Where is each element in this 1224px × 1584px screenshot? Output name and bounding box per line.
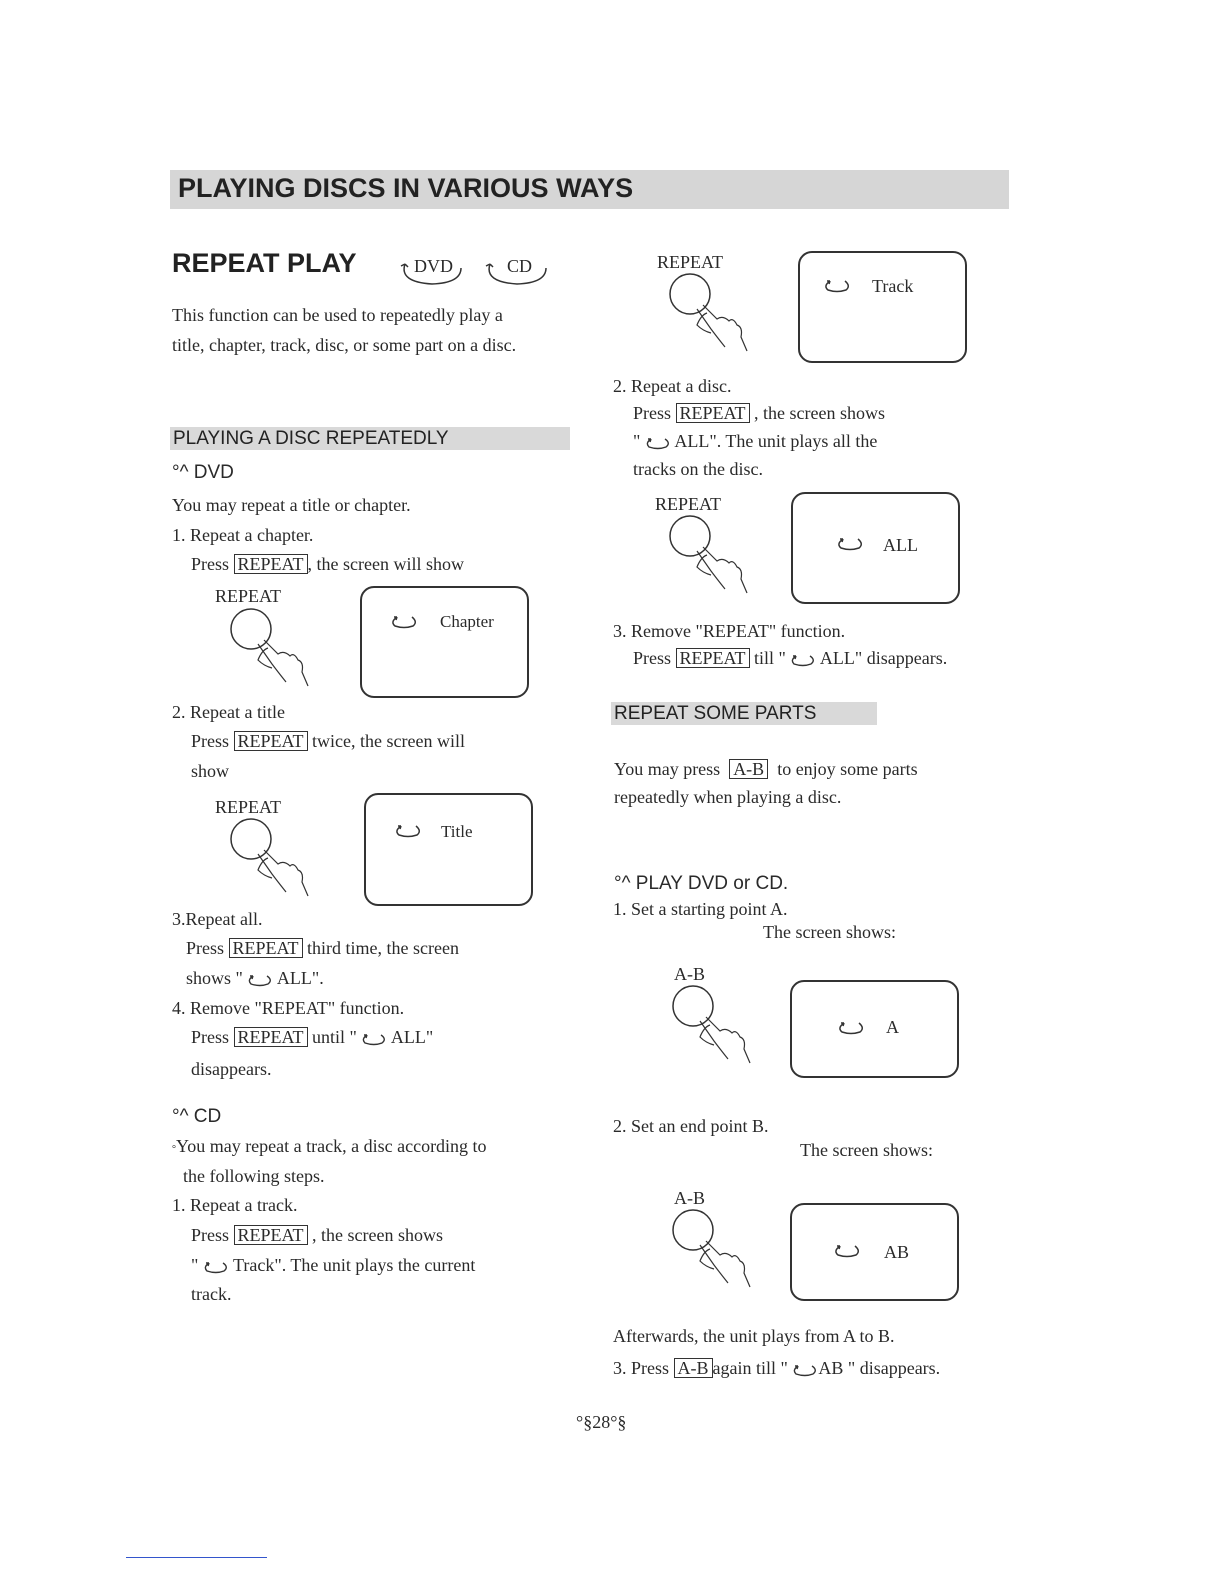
repeat-play-title: REPEAT PLAY	[172, 248, 357, 278]
screen-text: AB	[884, 1242, 910, 1262]
cd-disc-badge	[482, 252, 552, 288]
repeat-icon	[836, 1020, 866, 1036]
intro-mark: °	[172, 1144, 176, 1155]
dvd-step2-line	[191, 730, 465, 752]
repeat-icon	[361, 1032, 387, 1046]
step-text: again till "	[712, 1358, 788, 1378]
header-bar	[170, 170, 1009, 209]
parts-intro-line2: repeatedly when playing a disc.	[614, 787, 842, 807]
cd-step2-line3: tracks on the disc.	[633, 459, 763, 479]
dvd-disc-badge	[397, 252, 467, 288]
remote-button-hand	[228, 816, 318, 900]
remote-label: A-B	[674, 964, 705, 984]
step-text: "	[633, 431, 641, 451]
step-text: until "	[312, 1027, 357, 1047]
dvd-step2-line2: show	[191, 761, 230, 781]
dvd-step3-line2	[186, 967, 324, 989]
parts-step2-title: 2. Set an end point B.	[613, 1116, 769, 1136]
hand-pressing-button-icon	[667, 271, 757, 355]
section-bar-parts	[611, 702, 877, 725]
step-text: ALL".	[276, 968, 324, 988]
dvd-step1-title: 1. Repeat a chapter.	[172, 525, 314, 545]
screen-display-title	[364, 793, 533, 906]
press-text: Press	[633, 648, 672, 668]
parts-intro	[614, 758, 918, 780]
press-text: Press	[186, 938, 225, 958]
hand-pressing-button-icon	[667, 513, 757, 597]
step-text: third time, the screen	[307, 938, 459, 958]
dvd-step4-title: 4. Remove "REPEAT" function.	[172, 998, 405, 1018]
repeat-icon	[792, 1363, 818, 1377]
screen-display-ab	[790, 1203, 959, 1301]
remote-label: REPEAT	[655, 494, 722, 514]
screen-display-all	[791, 492, 960, 604]
parts-heading: °^ PLAY DVD or CD.	[614, 873, 789, 894]
repeat-icon	[203, 1260, 229, 1274]
cd-intro-line2: the following steps.	[183, 1166, 325, 1186]
step-text: ALL". The unit plays all the	[674, 431, 878, 451]
press-text: Press	[191, 1225, 230, 1245]
screen-text: Chapter	[440, 612, 494, 631]
parts-step3-line	[613, 1357, 940, 1379]
parts-step1-title: 1. Set a starting point A.	[613, 899, 788, 919]
repeat-key: REPEAT	[234, 1027, 308, 1047]
repeat-key: REPEAT	[234, 1225, 308, 1245]
cd-step2-line2	[633, 430, 877, 452]
press-text: Press	[633, 403, 672, 423]
remote-label: REPEAT	[215, 797, 282, 817]
link-underline	[126, 1557, 267, 1558]
screen-text: Title	[441, 822, 473, 841]
repeat-icon	[393, 823, 423, 839]
screen-text: ALL	[883, 535, 918, 555]
hand-pressing-button-icon	[228, 606, 318, 690]
section-title: REPEAT SOME PARTS	[614, 703, 817, 724]
step-text: , the screen will show	[307, 554, 464, 574]
repeat-icon	[645, 436, 671, 450]
repeat-key: REPEAT	[676, 403, 750, 423]
hand-pressing-button-icon	[228, 816, 318, 900]
repeat-key: REPEAT	[229, 938, 303, 958]
step-text: , the screen shows	[312, 1225, 443, 1245]
repeat-icon	[389, 614, 419, 630]
parts-screen-shows: The screen shows:	[800, 1140, 933, 1160]
press-text: Press	[191, 1027, 230, 1047]
press-text: Press	[191, 554, 230, 574]
step-text: ALL" disappears.	[819, 648, 948, 668]
step-text: You may press	[614, 759, 721, 779]
dvd-step3-title: 3.Repeat all.	[172, 909, 263, 929]
dvd-step4-line	[191, 1026, 433, 1048]
cd-step2-line	[633, 402, 885, 424]
step-text: You may repeat a track, a disc according to	[176, 1136, 487, 1156]
remote-button-hand	[667, 271, 757, 355]
remote-button-hand	[670, 983, 760, 1067]
remote-label: A-B	[674, 1188, 705, 1208]
dvd-heading: °^ DVD	[172, 462, 234, 483]
parts-screen-shows: The screen shows:	[763, 922, 896, 942]
cd-step3-title: 3. Remove "REPEAT" function.	[613, 621, 846, 641]
repeat-icon	[247, 973, 273, 987]
remote-button-hand	[667, 513, 757, 597]
dvd-step4-line2: disappears.	[191, 1059, 272, 1079]
cd-badge-label: CD	[507, 256, 533, 276]
cd-heading: °^ CD	[172, 1106, 222, 1127]
dvd-step2-title: 2. Repeat a title	[172, 702, 285, 722]
dvd-intro: You may repeat a title or chapter.	[172, 495, 411, 515]
hand-pressing-button-icon	[670, 1207, 760, 1291]
repeat-icon	[835, 536, 865, 552]
repeat-icon	[790, 653, 816, 667]
step-text: , the screen shows	[754, 403, 885, 423]
cd-step1-line	[191, 1224, 443, 1246]
remote-label: REPEAT	[657, 252, 724, 272]
remote-button-hand	[228, 606, 318, 690]
parts-afterwards: Afterwards, the unit plays from A to B.	[613, 1326, 895, 1346]
cd-intro-line	[172, 1135, 487, 1161]
step-text: AB " disappears.	[818, 1358, 941, 1378]
remote-label: REPEAT	[215, 586, 282, 606]
step-text: ALL"	[390, 1027, 434, 1047]
dvd-step1-line	[191, 553, 464, 575]
screen-text: Track	[872, 276, 914, 296]
repeat-key: REPEAT	[234, 731, 308, 751]
step-text: "	[191, 1255, 199, 1275]
repeat-key: REPEAT	[676, 648, 750, 668]
repeat-icon	[822, 278, 852, 294]
screen-display-track	[798, 251, 967, 363]
cd-step1-title: 1. Repeat a track.	[172, 1195, 298, 1215]
page-number: °§28°§	[576, 1412, 627, 1432]
screen-text: A	[886, 1017, 899, 1037]
step-text: to enjoy some parts	[777, 759, 918, 779]
cd-step1-line2	[191, 1254, 475, 1276]
intro-line: title, chapter, track, disc, or some part on a disc.	[172, 335, 517, 355]
dvd-badge-label: DVD	[414, 256, 453, 276]
cd-step3-line	[633, 647, 947, 669]
cd-step1-line3: track.	[191, 1284, 232, 1304]
press-text: 3. Press	[613, 1358, 670, 1378]
page-title: PLAYING DISCS IN VARIOUS WAYS	[178, 173, 634, 203]
cd-step2-title: 2. Repeat a disc.	[613, 376, 732, 396]
screen-display-chapter	[360, 586, 529, 698]
section-title: PLAYING A DISC REPEATEDLY	[173, 428, 449, 449]
step-text: Track". The unit plays the current	[233, 1255, 476, 1275]
remote-button-hand	[670, 1207, 760, 1291]
repeat-icon	[832, 1243, 862, 1259]
press-text: Press	[191, 731, 230, 751]
dvd-step3-line	[186, 937, 459, 959]
ab-key: A-B	[729, 759, 768, 779]
intro-line: This function can be used to repeatedly play a	[172, 305, 503, 325]
screen-display-a	[790, 980, 959, 1078]
step-text: twice, the screen will	[312, 731, 465, 751]
section-bar-disc	[170, 427, 570, 450]
step-text: shows "	[186, 968, 243, 988]
ab-key: A-B	[674, 1358, 713, 1378]
hand-pressing-button-icon	[670, 983, 760, 1067]
step-text: till "	[754, 648, 786, 668]
repeat-key: REPEAT	[234, 554, 308, 574]
